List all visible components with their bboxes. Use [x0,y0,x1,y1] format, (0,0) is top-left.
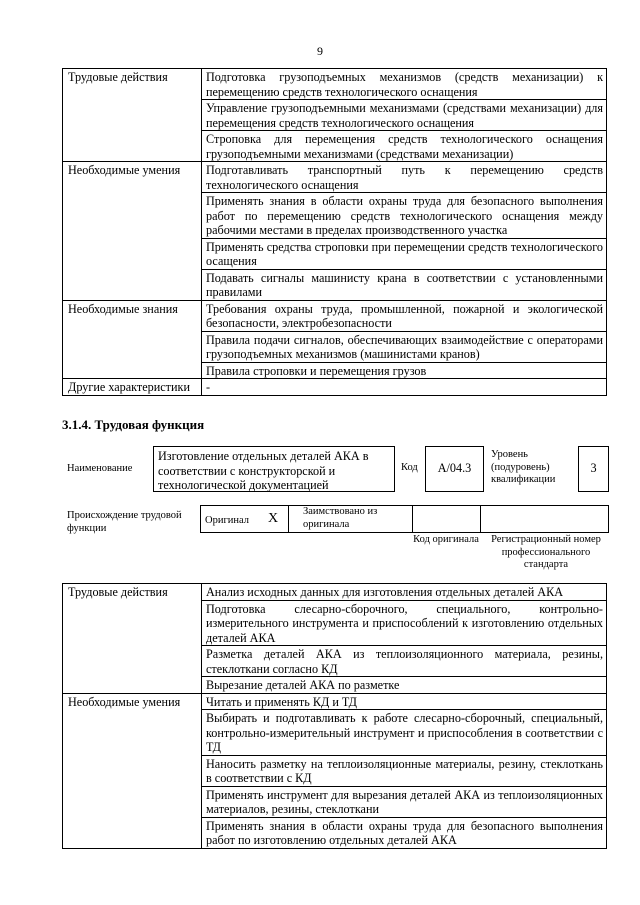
cell-divider [412,506,413,532]
cell-divider [288,506,289,532]
section-title: 3.1.4. Трудовая функция [62,417,205,432]
original-label: Оригинал [205,515,249,526]
original-mark: X [268,511,279,526]
table-cell: Наносить разметку на теплоизоляционные материалы, резину, стеклоткань в соответствии с КД [202,755,607,786]
row-label-required-knowledge: Необходимые знания [63,300,202,379]
cell-divider [480,506,481,532]
competency-table-1 [62,68,607,396]
function-name-box: Изготовление отдельных деталей АКА в соответствии с конструкторской и технологической документацией [153,446,395,492]
page-number: 9 [317,44,323,58]
table-cell: Разметка деталей АКА из теплоизоляционного материала, резины, стеклоткани согласно КД [202,646,607,677]
table-cell: Применять знания в области охраны труда для безопасного выполнения работ по перемещению средств технологического оснащения между рабочими местами в пределах производственного участка [202,193,607,239]
code-original-caption: Код оригинала [413,534,479,545]
code-label: Код [401,462,418,473]
level-label: Уровень (подуровень) квалификации [491,449,556,485]
row-label-required-skills: Необходимые умения [63,162,202,301]
table-cell: Применять инструмент для вырезания деталей АКА из теплоизоляционных материалов, резины, стеклоткани [202,786,607,817]
table-cell: Применять знания в области охраны труда для безопасного выполнения работ по изготовлению отдельных деталей АКА [202,817,607,848]
row-label-labor-actions: Трудовые действия [63,69,202,162]
competency-table-2 [62,583,607,849]
row-label-required-skills: Необходимые умения [63,693,202,848]
table-cell: Правила подачи сигналов, обеспечивающих взаимодействие с операторами грузоподъемных механизмов (машинистами кранов) [202,331,607,362]
table-cell: Требования охраны труда, промышленной, пожарной и экологической безопасности, электробезопасности [202,300,607,331]
table-cell: Подавать сигналы машинисту крана в соответствии с установленными правилами [202,269,607,300]
table-cell: Строповка для перемещения средств технологического оснащения грузоподъемными механизмами (средствами механизации) [202,131,607,162]
table-cell: Выбирать и подготавливать к работе слесарно-сборочный, специальный, контрольно-измерительный инструмент и приспособления в соответствии с ТД [202,710,607,756]
table-cell: Подготовка грузоподъемных механизмов (средств механизации) к перемещению средств технологического оснащения [202,69,607,100]
table-cell: Вырезание деталей АКА по разметке [202,677,607,694]
borrowed-label: Заимствовано из оригинала [303,506,378,530]
row-label-labor-actions: Трудовые действия [63,584,202,694]
origin-label: Происхождение трудовой функции [67,510,182,534]
table-cell: - [202,379,607,396]
table-cell: Подготовка слесарно-сборочного, специального, контрольно-измерительного инструмента и приспособлений к изготовлению отдельных деталей АКА [202,600,607,646]
table-cell: Применять средства строповки при перемещении средств технологического осащения [202,238,607,269]
table-cell: Анализ исходных данных для изготовления отдельных деталей АКА [202,584,607,601]
table-cell: Читать и применять КД и ТД [202,693,607,710]
registration-number-caption: Регистрационный номер профессионального стандарта [491,534,601,570]
name-label: Наименование [67,463,133,474]
level-value-box: 3 [578,446,609,492]
code-value-box: A/04.3 [425,446,484,492]
row-label-other-characteristics: Другие характеристики [63,379,202,396]
table-cell: Подготавливать транспортный путь к перемещению средств технологического оснащения [202,162,607,193]
table-cell: Правила строповки и перемещения грузов [202,362,607,379]
table-cell: Управление грузоподъемными механизмами (средствами механизации) для перемещения средств технологического оснащения [202,100,607,131]
